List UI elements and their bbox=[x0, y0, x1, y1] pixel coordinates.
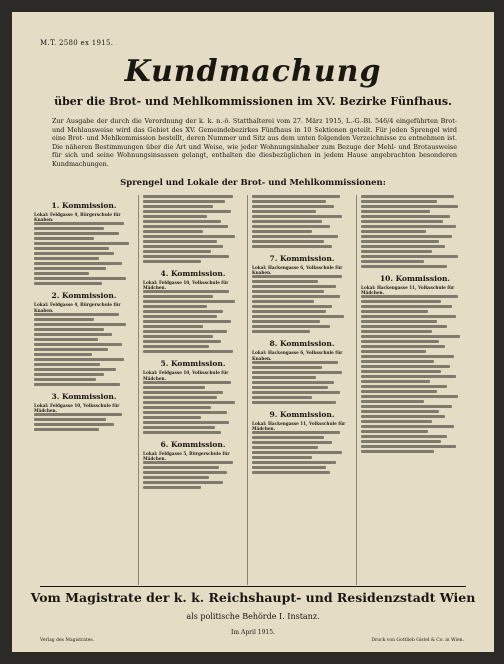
street-list bbox=[34, 313, 134, 386]
commission-heading: 2. Kommission. bbox=[51, 291, 117, 301]
street-list bbox=[252, 195, 352, 248]
commission-heading: 10. Kommission. bbox=[379, 274, 451, 283]
street-list bbox=[252, 275, 352, 333]
street-list bbox=[361, 195, 469, 268]
street-list bbox=[143, 461, 243, 489]
intro-paragraph: Zur Ausgabe der durch die Verordnung der k. k. n.-ö. Statthalterei vom 27. März 1915, L.-G.-Bl. 546/4 eingeführten Brot- und Mehlausweise wird das Gebiet des XV. Gemeindebezirkes Fünfhaus in 10 Sektionen geteilt. Für jeden Sprengel wird eine Brot- und Mehlkommission bestellt, deren Nummer und Sitz aus dem unten folgenden Verzeichnisse zu entnehmen ist. Die näheren Bestimmungen über die Art und Weise, wie jeder Wohnungsinhaber zum Bezuge der Mehl- und Brotausweise für sich und seine Wohnungsinsassen gelangt, enthalten die diesbezüglichen in jedem Hause angebrachten besonderen Kundmachungen. bbox=[52, 117, 457, 168]
commission-heading: 3. Kommission. bbox=[51, 391, 117, 401]
column-divider bbox=[138, 195, 139, 585]
publisher-note: Verlag des Magistrates. bbox=[40, 638, 95, 643]
column-4 bbox=[361, 195, 469, 455]
commission-heading: 4. Kommission. bbox=[160, 269, 226, 278]
commission-lokal: Lokal: Feldgasse 10, Volksschule für Mädchen. bbox=[143, 280, 229, 291]
column-divider bbox=[247, 195, 248, 585]
reference-number: M.T. 2580 ex 1915. bbox=[40, 39, 114, 47]
commission-heading: 1. Kommission. bbox=[51, 201, 117, 210]
column-divider bbox=[356, 195, 357, 585]
poster-title: Kundmachung bbox=[124, 54, 382, 89]
commission-lokal: Lokal: Hackengasse 11, Volksschule für Mädchen. bbox=[361, 285, 455, 296]
printer-note: Druck von Gottlieb Gistel & Co. in Wien. bbox=[371, 638, 464, 643]
commission-lokal: Lokal: Feldgasse 4, Bürgerschule für Knaben. bbox=[34, 302, 121, 313]
street-list bbox=[143, 195, 243, 263]
section-heading: Sprengel und Lokale der Brot- und Mehlkommissionen: bbox=[120, 178, 386, 188]
street-list bbox=[143, 290, 243, 353]
commission-heading: 8. Kommission. bbox=[269, 339, 335, 349]
commission-lokal: Lokal: Feldgasse 5, Bürgerschule für Mädchen. bbox=[143, 450, 230, 462]
authority-role: als politische Behörde I. Instanz. bbox=[186, 612, 320, 621]
commission-heading: 6. Kommission. bbox=[160, 439, 226, 449]
commission-lokal: Lokal: Hackengasse 11, Volksschule für Mädchen. bbox=[252, 420, 346, 432]
divider bbox=[40, 586, 466, 587]
issuing-authority: Vom Magistrate der k. k. Reichshaupt- und Residenzstadt Wien bbox=[30, 590, 476, 605]
commission-lokal: Lokal: Hackengasse 6, Volksschule für Knaben. bbox=[252, 265, 343, 276]
street-list bbox=[361, 295, 469, 453]
street-list bbox=[252, 361, 352, 404]
poster-subtitle: über die Brot- und Mehlkommissionen im XV. Bezirke Fünfhaus. bbox=[54, 95, 452, 108]
street-list bbox=[34, 222, 134, 285]
commission-heading: 5. Kommission. bbox=[160, 359, 226, 369]
commission-heading: 9. Kommission. bbox=[269, 409, 335, 419]
commission-lokal: Lokal: Hackengasse 6, Volksschule für Knaben. bbox=[252, 350, 343, 361]
commission-heading: 7. Kommission. bbox=[269, 254, 335, 263]
column-1 bbox=[34, 195, 134, 433]
column-3 bbox=[252, 195, 352, 476]
commission-lokal: Lokal: Feldgasse 4, Bürgerschule für Knaben. bbox=[34, 212, 121, 223]
street-list bbox=[252, 431, 352, 474]
street-list bbox=[34, 413, 134, 431]
street-list bbox=[143, 381, 243, 434]
commission-lokal: Lokal: Feldgasse 10, Volksschule für Mädchen. bbox=[143, 370, 229, 381]
issue-date: Im April 1915. bbox=[231, 629, 275, 636]
column-2 bbox=[143, 195, 243, 491]
poster-sheet bbox=[12, 12, 494, 652]
commission-lokal: Lokal: Feldgasse 10, Volksschule für Mädchen. bbox=[34, 402, 120, 414]
